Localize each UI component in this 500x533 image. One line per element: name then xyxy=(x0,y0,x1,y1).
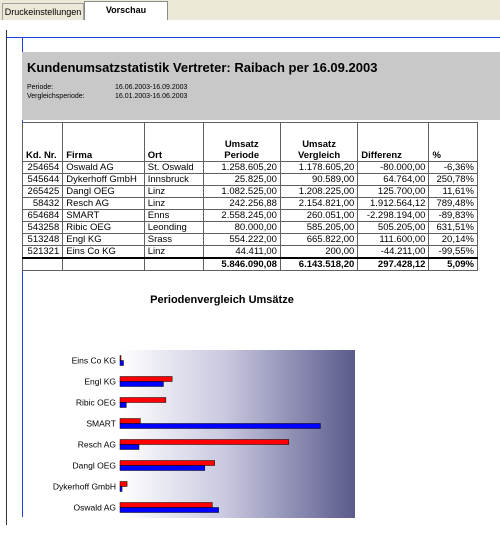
cell-kdnr: 254654 xyxy=(23,162,63,174)
comparison-bar-chart xyxy=(22,320,482,520)
total-pct: 5,09% xyxy=(429,258,478,271)
cell-firma: Ribic OEG xyxy=(63,222,145,234)
cell-firma: Resch AG xyxy=(63,198,145,210)
report-header xyxy=(22,52,500,120)
bar-blue xyxy=(120,382,163,387)
col-umsatz-vergleich-line1: Umsatz xyxy=(302,139,336,150)
cell-differenz: 1.912.564,12 xyxy=(358,198,429,210)
cell-ort: Linz xyxy=(144,246,203,259)
cell-pct: 20,14% xyxy=(429,234,478,246)
col-umsatz-vergleich-line2: Vergleich xyxy=(297,150,341,161)
category-label: SMART xyxy=(86,418,116,429)
cell-vergleich: 200,00 xyxy=(280,246,357,259)
cell-empty xyxy=(144,258,203,271)
cell-vergleich: 90.589,00 xyxy=(280,174,357,186)
cell-vergleich: 2.154.821,00 xyxy=(280,198,357,210)
cell-periode: 554.222,00 xyxy=(203,234,280,246)
cell-differenz: 111.600,00 xyxy=(358,234,429,246)
bar-red xyxy=(120,377,172,382)
cell-kdnr: 545644 xyxy=(23,174,63,186)
table-row xyxy=(23,246,478,259)
period-value: 16.06.2003-16.09.2003 xyxy=(115,84,188,91)
sales-table xyxy=(22,122,478,271)
cell-pct: 789,48% xyxy=(429,198,478,210)
compare-period-label: Vergleichsperiode: xyxy=(27,93,85,100)
cell-kdnr: 654684 xyxy=(23,210,63,222)
cell-ort: Linz xyxy=(144,186,203,198)
total-row xyxy=(23,258,478,271)
bar-blue xyxy=(120,487,122,492)
table-header-row xyxy=(23,123,478,162)
cell-empty xyxy=(63,258,145,271)
cell-vergleich: 665.822,00 xyxy=(280,234,357,246)
cell-differenz: -2.298.194,00 xyxy=(358,210,429,222)
category-label: Ribic OEG xyxy=(75,397,116,408)
col-firma: Firma xyxy=(63,123,145,162)
bar-blue xyxy=(120,445,139,450)
cell-ort: St. Oswald xyxy=(144,162,203,174)
cell-kdnr: 58432 xyxy=(23,198,63,210)
total-vergleich: 6.143.518,20 xyxy=(280,258,357,271)
table-row xyxy=(23,222,478,234)
cell-periode: 25.825,00 xyxy=(203,174,280,186)
cell-periode: 1.258.605,20 xyxy=(203,162,280,174)
margin-guide-top xyxy=(6,37,500,38)
cell-pct: -99,55% xyxy=(429,246,478,259)
cell-pct: -89,83% xyxy=(429,210,478,222)
cell-kdnr: 513248 xyxy=(23,234,63,246)
cell-firma: Oswald AG xyxy=(63,162,145,174)
cell-empty xyxy=(23,258,63,271)
col-differenz: Differenz xyxy=(358,123,429,162)
cell-kdnr: 265425 xyxy=(23,186,63,198)
category-label: Dykerhoff GmbH xyxy=(52,481,116,492)
period-label: Periode: xyxy=(27,84,54,91)
bar-blue xyxy=(120,424,320,429)
cell-firma: Dangl OEG xyxy=(63,186,145,198)
category-label: Resch AG xyxy=(77,439,116,450)
cell-vergleich: 1.208.225,00 xyxy=(280,186,357,198)
cell-kdnr: 543258 xyxy=(23,222,63,234)
bar-blue xyxy=(120,508,219,513)
report-title: Kundenumsatzstatistik Vertreter: Raibach per 16.09.2003 xyxy=(27,60,378,75)
compare-period-value: 16.01.2003-16.06.2003 xyxy=(115,93,188,100)
category-label: Dangl OEG xyxy=(72,460,116,471)
tab-druckeinstellungen[interactable]: Druckeinstellungen xyxy=(2,3,84,20)
bar-red xyxy=(120,398,166,403)
total-differenz: 297.428,12 xyxy=(358,258,429,271)
cell-ort: Srass xyxy=(144,234,203,246)
cell-ort: Enns xyxy=(144,210,203,222)
bar-red xyxy=(120,461,215,466)
tab-vorschau[interactable]: Vorschau xyxy=(84,1,168,21)
page-edge xyxy=(6,30,7,525)
bar-red xyxy=(120,440,289,445)
col-pct: % xyxy=(429,123,478,162)
table-row xyxy=(23,234,478,246)
plot-background xyxy=(120,350,355,518)
col-ort: Ort xyxy=(144,123,203,162)
cell-differenz: -80.000,00 xyxy=(358,162,429,174)
cell-differenz: 125.700,00 xyxy=(358,186,429,198)
category-label: Eins Co KG xyxy=(71,355,116,366)
cell-firma: Eins Co KG xyxy=(63,246,145,259)
cell-periode: 80.000,00 xyxy=(203,222,280,234)
bar-blue xyxy=(120,403,126,408)
cell-firma: Engl KG xyxy=(63,234,145,246)
col-umsatz-periode-line1: Umsatz xyxy=(224,139,259,150)
cell-periode: 242.256,88 xyxy=(203,198,280,210)
cell-differenz: -44.211,00 xyxy=(358,246,429,259)
chart-title: Periodenvergleich Umsätze xyxy=(150,294,294,306)
category-label: Oswald AG xyxy=(73,502,116,513)
cell-periode: 1.082.525,00 xyxy=(203,186,280,198)
cell-pct: 631,51% xyxy=(429,222,478,234)
category-label: Engl KG xyxy=(84,376,116,387)
bar-red xyxy=(120,419,140,424)
table-row xyxy=(23,162,478,174)
col-umsatz-periode-line2: Periode xyxy=(224,150,260,161)
col-kdnr: Kd. Nr. xyxy=(23,123,63,162)
bar-red xyxy=(120,356,121,361)
cell-pct: -6,36% xyxy=(429,162,478,174)
col-umsatz-vergleich xyxy=(280,123,357,162)
table-row xyxy=(23,210,478,222)
cell-vergleich: 1.178.605,20 xyxy=(280,162,357,174)
cell-periode: 44.411,00 xyxy=(203,246,280,259)
cell-differenz: 505.205,00 xyxy=(358,222,429,234)
cell-periode: 2.558.245,00 xyxy=(203,210,280,222)
table-row xyxy=(23,174,478,186)
cell-pct: 250,78% xyxy=(429,174,478,186)
tab-bar xyxy=(0,0,500,21)
compare-period-row xyxy=(27,93,188,100)
cell-firma: SMART xyxy=(63,210,145,222)
bar-red xyxy=(120,482,127,487)
cell-vergleich: 260.051,00 xyxy=(280,210,357,222)
bar-blue xyxy=(120,361,123,366)
bar-blue xyxy=(120,466,205,471)
col-umsatz-periode xyxy=(203,123,280,162)
table-row xyxy=(23,186,478,198)
bar-red xyxy=(120,503,212,508)
cell-kdnr: 521321 xyxy=(23,246,63,259)
cell-vergleich: 585.205,00 xyxy=(280,222,357,234)
total-periode: 5.846.090,08 xyxy=(203,258,280,271)
cell-ort: Linz xyxy=(144,198,203,210)
cell-ort: Leonding xyxy=(144,222,203,234)
cell-ort: Innsbruck xyxy=(144,174,203,186)
table-row xyxy=(23,198,478,210)
period-row xyxy=(27,84,188,91)
cell-firma: Dykerhoff GmbH xyxy=(63,174,145,186)
cell-differenz: 64.764,00 xyxy=(358,174,429,186)
cell-pct: 11,61% xyxy=(429,186,478,198)
